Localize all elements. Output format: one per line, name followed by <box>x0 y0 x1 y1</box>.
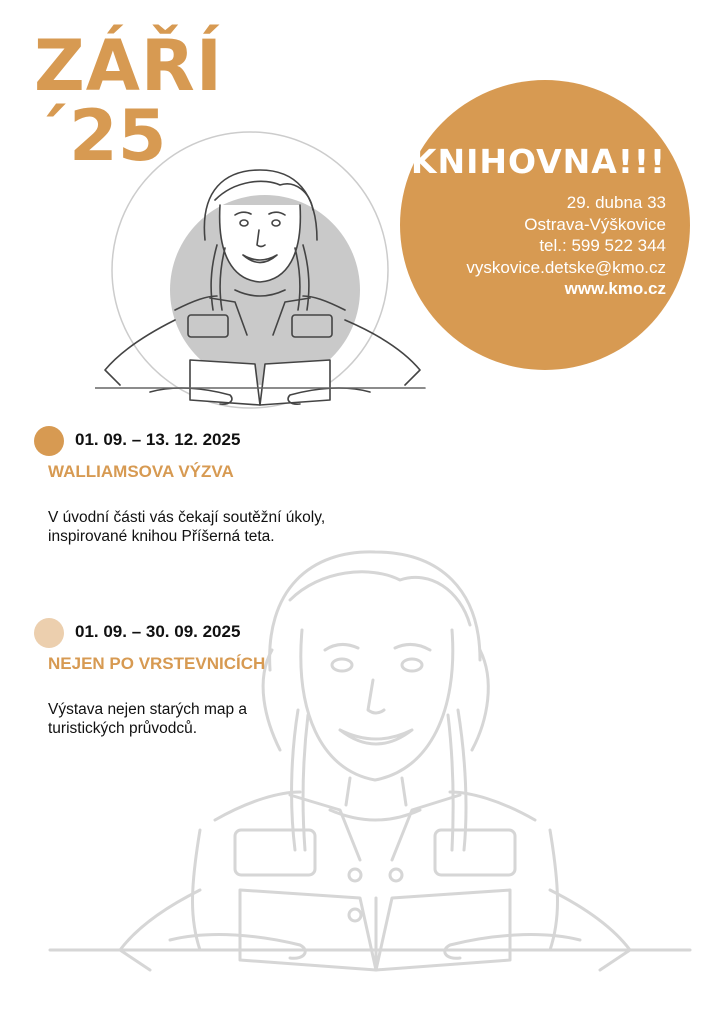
library-address <box>466 192 666 278</box>
event-dot <box>34 618 64 648</box>
library-city: Ostrava-Výškovice <box>524 214 666 234</box>
event-description <box>48 508 408 546</box>
event-description-line: Výstava nejen starých map a <box>48 701 248 718</box>
year-title: ´25 <box>34 95 167 177</box>
event-description-line: V úvodní části vás čekají soutěžní úkoly, <box>48 509 326 526</box>
library-email[interactable]: vyskovice.detske@kmo.cz <box>466 257 666 277</box>
event-description-line: inspirované knihou Příšerná teta. <box>48 528 275 545</box>
event-description <box>48 700 408 738</box>
event-description-line: turistických průvodců. <box>48 720 198 737</box>
month-title: ZÁŘÍ <box>34 25 223 107</box>
library-website-link[interactable]: www.kmo.cz <box>564 279 666 298</box>
library-info-circle <box>400 80 690 370</box>
library-name: KNIHOVNA!!! <box>410 142 666 181</box>
library-phone[interactable]: tel.: 599 522 344 <box>539 236 666 255</box>
event-date: 01. 09. – 30. 09. 2025 <box>75 622 241 641</box>
event-title: NEJEN PO VRSTEVNICÍCH <box>48 654 266 673</box>
background-child-reading-illustration <box>40 530 700 1000</box>
event-title: WALLIAMSOVA VÝZVA <box>48 462 234 481</box>
event-dot <box>34 426 64 456</box>
event-date: 01. 09. – 13. 12. 2025 <box>75 430 241 449</box>
library-street: 29. dubna 33 <box>566 193 666 212</box>
